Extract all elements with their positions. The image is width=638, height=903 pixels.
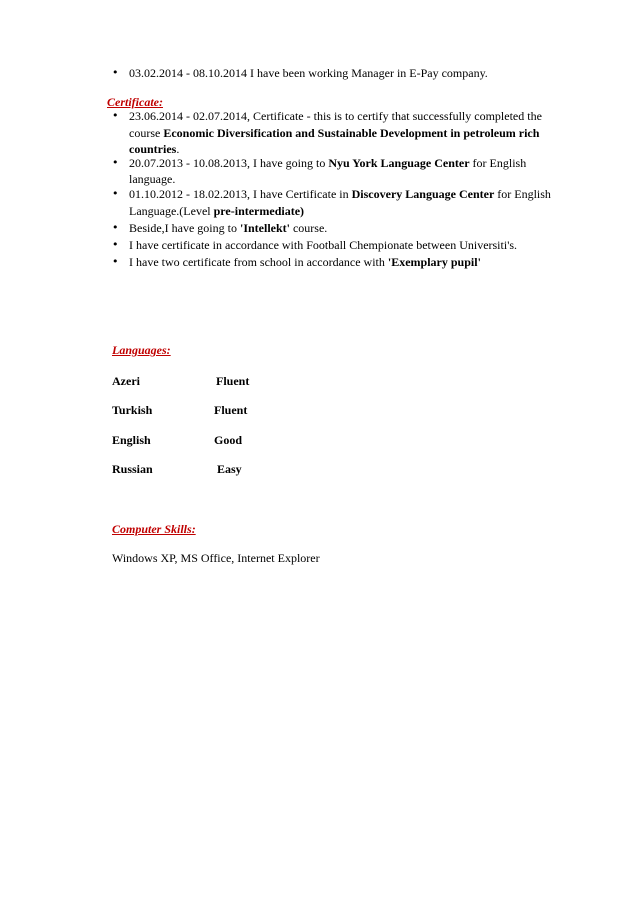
language-level: Fluent — [216, 374, 250, 388]
bullet-icon: • — [112, 156, 119, 169]
language-name: English — [112, 433, 151, 447]
certificate-item-3-line-2: Language.(Level pre-intermediate) — [129, 204, 305, 218]
language-level: Easy — [217, 462, 242, 476]
course-title: Economic Diversification and Sustainable Development in petroleum rich — [163, 126, 540, 140]
certificate-item-1-line-3: countries. — [129, 142, 180, 156]
bullet-icon: • — [112, 66, 119, 79]
language-level: Fluent — [214, 403, 248, 417]
certificate-item-4: Beside,I have going to 'Intellekt' course. — [129, 221, 328, 235]
course-title-end: countries — [129, 142, 177, 156]
bullet-icon: • — [112, 221, 119, 234]
bullet-icon: • — [112, 187, 119, 200]
language-name: Azeri — [112, 374, 140, 388]
bullet-icon: • — [112, 255, 119, 268]
certificate-heading: Certificate: — [107, 95, 163, 109]
certificate-item-6: I have two certificate from school in accordance with 'Exemplary pupil' — [129, 255, 481, 269]
certificate-item-5: I have certificate in accordance with Football Chempionate between Universiti's. — [129, 238, 518, 252]
certificate-item-1-line-1: 23.06.2014 - 02.07.2014, Certificate - this is to certify that successfully completed the — [129, 109, 542, 123]
bullet-icon: • — [112, 109, 119, 122]
certificate-item-3-line-1: 01.10.2012 - 18.02.2013, I have Certificate in Discovery Language Center for English — [129, 187, 551, 201]
bullet-icon: • — [112, 238, 119, 251]
certificate-item-1-line-2: course Economic Diversification and Sustainable Development in petroleum rich — [129, 126, 540, 140]
school-name: Discovery Language Center — [351, 187, 495, 201]
certificate-item-2-line-2: language. — [129, 172, 176, 186]
language-name: Russian — [112, 462, 153, 476]
certificate-item-2-line-1: 20.07.2013 - 10.08.2013, I have going to Nyu York Language Center for English — [129, 156, 527, 170]
language-level: Good — [214, 433, 243, 447]
language-name: Turkish — [112, 403, 153, 417]
award-name: 'Exemplary pupil' — [387, 255, 481, 269]
school-name: Nyu York Language Center — [328, 156, 470, 170]
level: pre-intermediate) — [213, 204, 305, 218]
course-name: 'Intellekt' — [239, 221, 290, 235]
experience-item: 03.02.2014 - 08.10.2014 I have been working Manager in E-Pay company. — [129, 66, 488, 80]
languages-heading: Languages: — [112, 343, 171, 357]
computer-skills-heading: Computer Skills: — [112, 522, 196, 536]
computer-skills-text: Windows XP, MS Office, Internet Explorer — [112, 551, 320, 565]
